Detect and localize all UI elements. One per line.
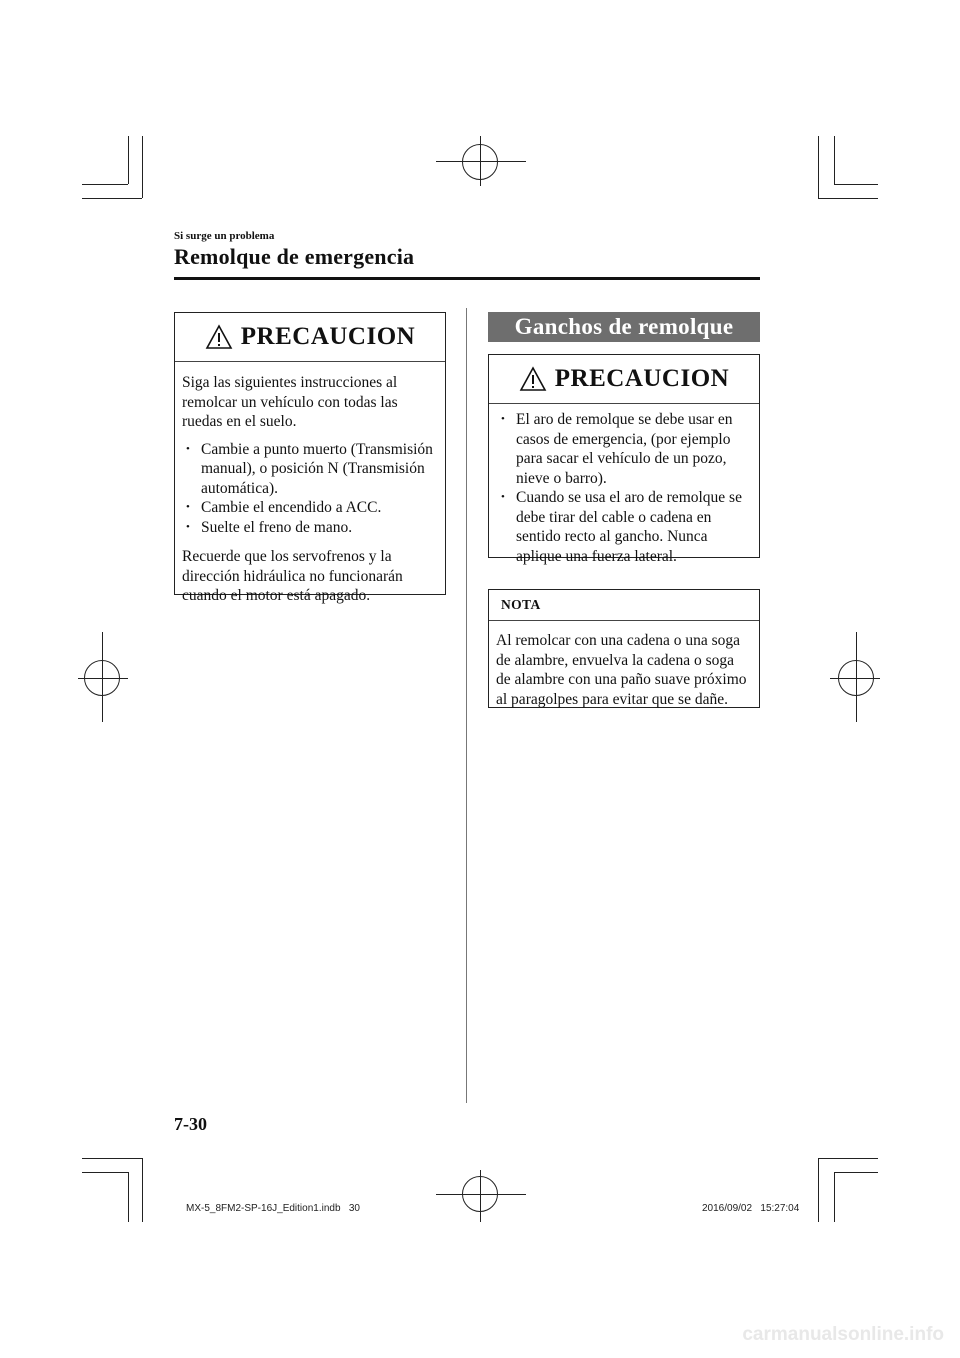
list-item: • El aro de remolque se debe usar en casos de emergencia, (por ejemplo para sacar el vehículo de un pozo, nieve o barro). [497,410,749,488]
caution-intro: Siga las siguientes instrucciones al remolcar un vehículo con todas las ruedas en el suelo. [182,374,398,430]
caution-box-right [488,354,760,565]
watermark: carmanualsonline.info [742,1324,944,1345]
warning-triangle-icon [519,366,547,392]
caution-heading-label: PRECAUCION [240,323,416,350]
section-heading-band: Ganchos de remolque [488,312,760,342]
note-heading: NOTA [489,590,759,621]
footer-file-name: MX-5_8FM2-SP-16J_Edition1.indb 30 [186,1203,360,1214]
list-item: • Cambie el encendido a ACC. [182,498,437,518]
list-item: • Cambie a punto muerto (Transmisión manual), o posición N (Transmisión automática). [182,440,437,499]
list-item: • Cuando se usa el aro de remolque se debe tirar del cable o cadena en sentido recto al gancho. Nunca aplique una fuerza lateral. [497,488,749,566]
footer-timestamp: 2016/09/02 15:27:04 [702,1203,800,1214]
title-rule [174,277,760,280]
caution-heading [175,313,445,362]
caution-outro: Recuerde que los servofrenos y la dirección hidráulica no funcionarán cuando el motor está apagado. [182,548,403,604]
warning-triangle-icon [205,324,233,350]
list-item: • Suelte el freno de mano. [182,518,437,538]
caution-heading [489,355,759,404]
column-divider [466,308,467,1103]
note-box [488,589,760,708]
page-number: 7-30 [174,1114,207,1134]
caution-box-left [174,312,446,604]
caution-heading-label: PRECAUCION [554,365,730,392]
note-text: Al remolcar con una cadena o una soga de alambre, envuelva la cadena o soga de alambre con una paño suave próximo al paragolpes para evitar que se dañe. [496,632,747,708]
page-title: Remolque de emergencia [174,244,415,269]
section-label: Si surge un problema [174,230,275,242]
